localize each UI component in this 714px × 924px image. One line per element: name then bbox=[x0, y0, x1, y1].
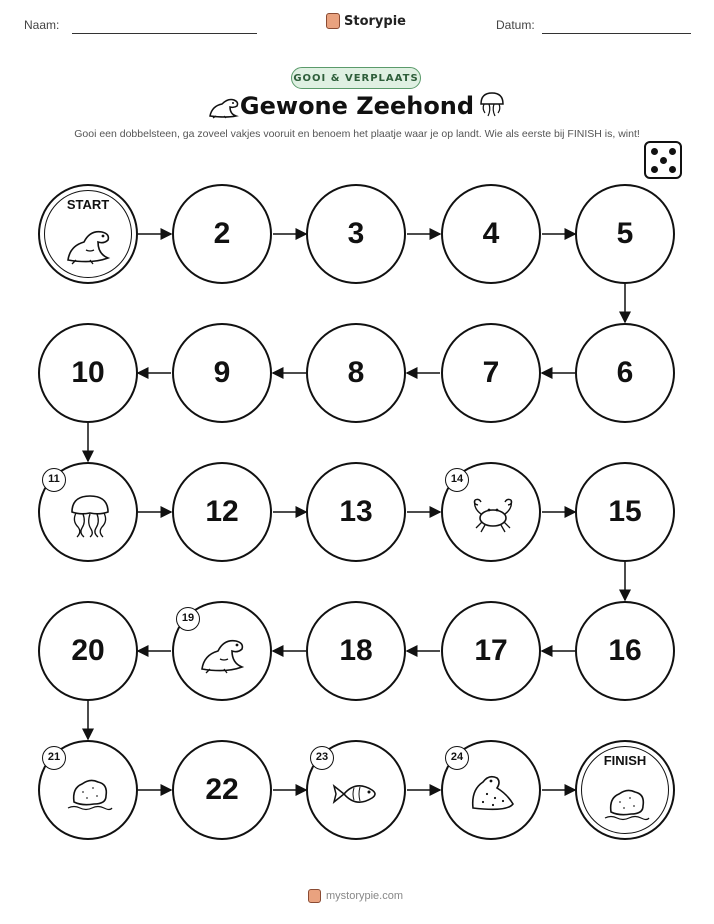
board-space-picture bbox=[441, 462, 541, 562]
space-number-badge: 19 bbox=[176, 607, 200, 631]
board-space: 6 bbox=[575, 323, 675, 423]
board-space: 20 bbox=[38, 601, 138, 701]
board-space: 3 bbox=[306, 184, 406, 284]
brand-name: Storypie bbox=[344, 13, 406, 29]
board-space-picture bbox=[441, 740, 541, 840]
page-title: Gewone Zeehond bbox=[239, 92, 475, 120]
space-number-badge: 11 bbox=[42, 468, 66, 492]
board-space-picture bbox=[172, 601, 272, 701]
seal-icon bbox=[64, 220, 116, 268]
start-space bbox=[38, 184, 138, 284]
footer-url[interactable]: mystorypie.com bbox=[326, 890, 404, 902]
spotted-seal-icon bbox=[467, 768, 519, 816]
board-space: 7 bbox=[441, 323, 541, 423]
board-space: 18 bbox=[306, 601, 406, 701]
board-space: 13 bbox=[306, 462, 406, 562]
space-number-badge: 23 bbox=[310, 746, 334, 770]
board-space: 10 bbox=[38, 323, 138, 423]
seal-icon bbox=[198, 629, 250, 677]
board-space-picture bbox=[306, 740, 406, 840]
fish-icon bbox=[332, 768, 384, 816]
space-number-badge: 21 bbox=[42, 746, 66, 770]
board-space: 2 bbox=[172, 184, 272, 284]
finish-space bbox=[575, 740, 675, 840]
jellyfish-icon bbox=[64, 490, 116, 538]
name-label: Naam: bbox=[24, 18, 60, 32]
crab-icon bbox=[467, 490, 519, 538]
footer bbox=[308, 889, 403, 903]
board-space: 22 bbox=[172, 740, 272, 840]
board-space: 12 bbox=[172, 462, 272, 562]
board-space: 15 bbox=[575, 462, 675, 562]
finish-label: FINISH bbox=[603, 753, 647, 768]
space-number-badge: 14 bbox=[445, 468, 469, 492]
board-space: 17 bbox=[441, 601, 541, 701]
board-space-picture bbox=[38, 462, 138, 562]
date-label: Datum: bbox=[496, 18, 535, 32]
board-space: 5 bbox=[575, 184, 675, 284]
storypie-logo-icon bbox=[308, 889, 321, 903]
rock-icon bbox=[64, 768, 116, 816]
board-space: 8 bbox=[306, 323, 406, 423]
board-space: 16 bbox=[575, 601, 675, 701]
instructions: Gooi een dobbelsteen, ga zoveel vakjes vooruit en benoem het plaatje waar je op landt. Wie als eerste bij FINISH is, wint! bbox=[74, 128, 640, 140]
rock-icon bbox=[601, 778, 653, 826]
board-space: 9 bbox=[172, 323, 272, 423]
game-tag: GOOI & VERPLAATS bbox=[291, 67, 421, 89]
board-space-picture bbox=[38, 740, 138, 840]
space-number-badge: 24 bbox=[445, 746, 469, 770]
start-label: START bbox=[66, 197, 110, 212]
board-space: 4 bbox=[441, 184, 541, 284]
